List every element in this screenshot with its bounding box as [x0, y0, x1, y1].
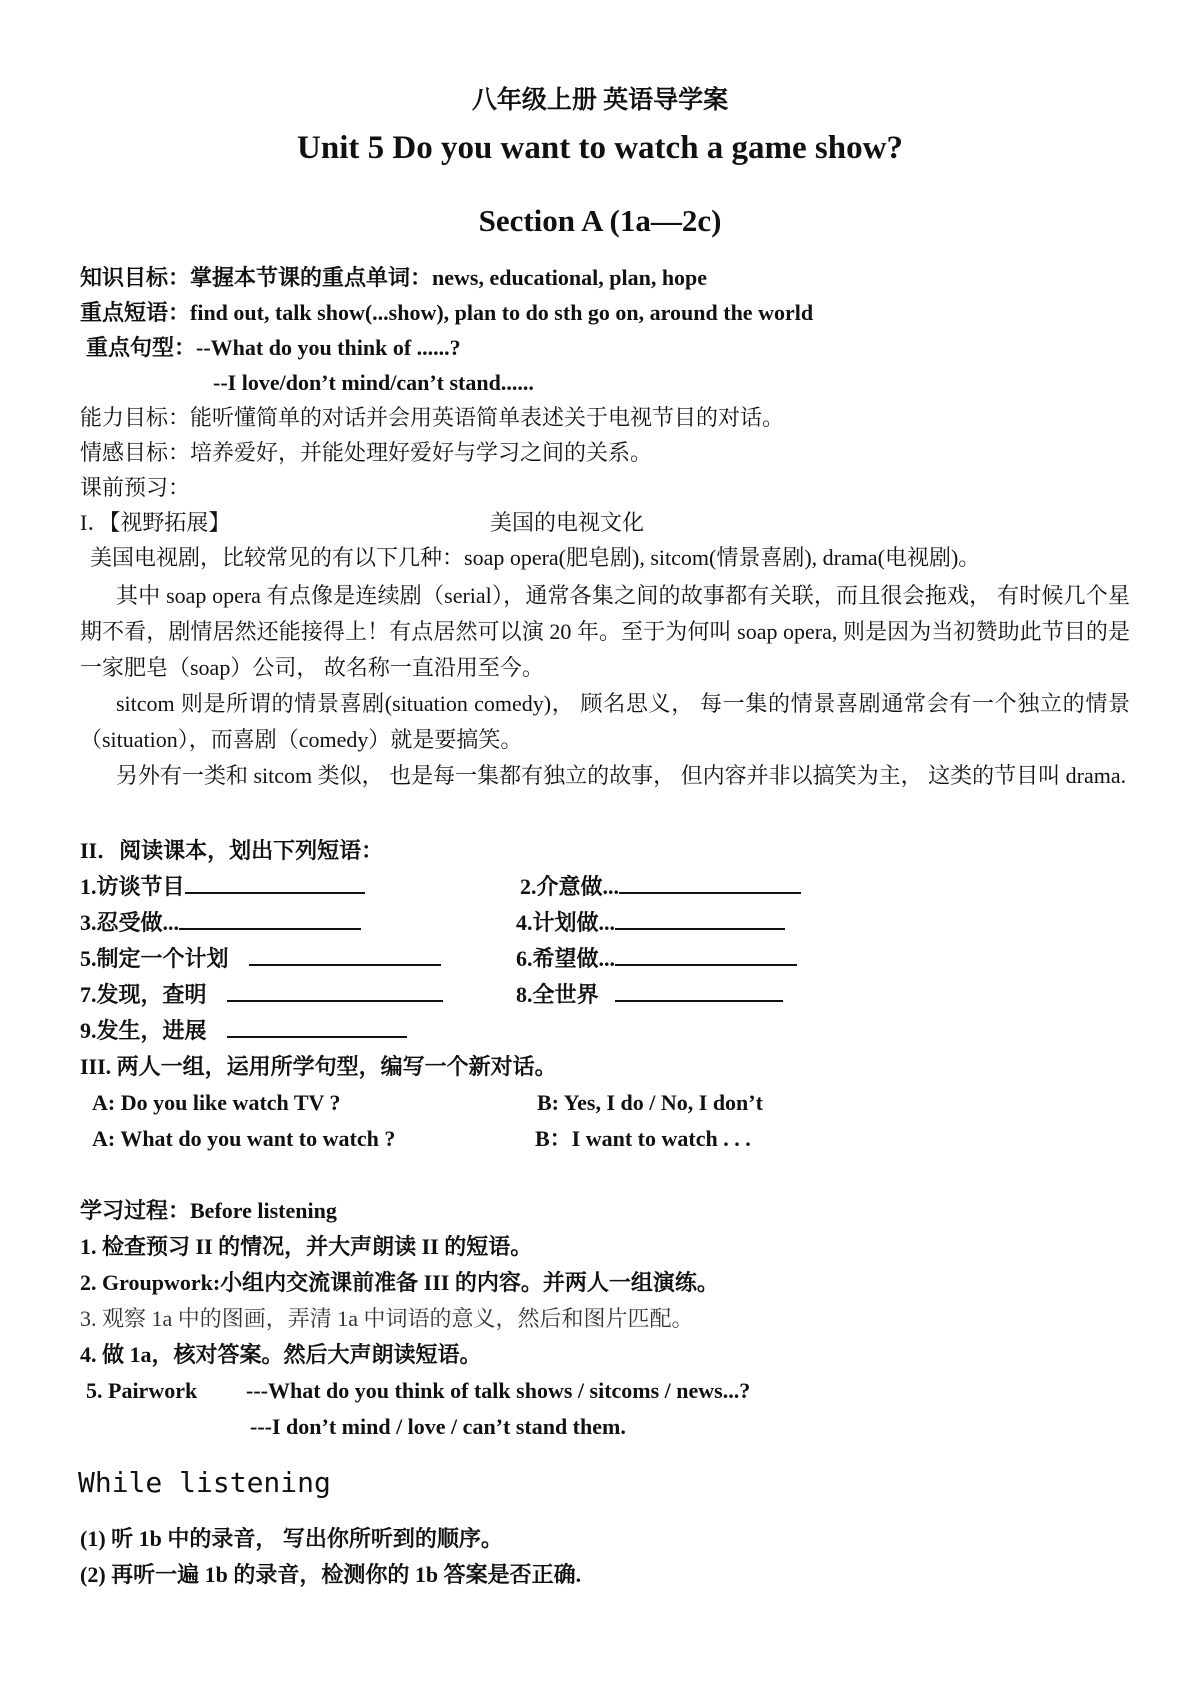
phrase-item: 4.计划做... [516, 908, 785, 938]
phrase-item: 5.制定一个计划 [80, 944, 441, 974]
phrase-item: 9.发生，进展 [80, 1016, 407, 1046]
phrase-item: 7.发现，查明 [80, 980, 443, 1010]
answer-blank[interactable] [615, 944, 797, 966]
answer-blank[interactable] [615, 980, 783, 1002]
sitcom-paragraph: sitcom 则是所谓的情景喜剧(situation comedy)， 顾名思义， 每一集的情景喜剧通常会有一个独立的情景（situation），而喜剧（comedy）就是要搞笑。 [80, 691, 1130, 752]
process-step-2: 2. Groupwork:小组内交流课前准备 III 的内容。并两人一组演练。 [80, 1270, 719, 1295]
process-heading: 学习过程：Before listening [80, 1198, 337, 1223]
phrase-item: 6.希望做... [516, 944, 797, 974]
section-1-intro: 美国电视剧，比较常见的有以下几种：soap opera(肥皂剧), sitcom(情景喜剧), drama(电视剧)。 [90, 545, 981, 570]
unit-title: Unit 5 Do you want to watch a game show? [297, 130, 903, 166]
preview-heading: 课前预习： [80, 475, 191, 500]
dialogue-a1: A: Do you like watch TV ? [92, 1090, 341, 1115]
dialogue-b1: B: Yes, I do / No, I don’t [537, 1090, 763, 1115]
phrase-item: 3.忍受做... [80, 908, 361, 938]
dialogue-b2: B：I want to watch . . . [535, 1126, 751, 1151]
process-step-1: 1. 检查预习 II 的情况，并大声朗读 II 的短语。 [80, 1234, 533, 1259]
pairwork-question: ---What do you think of talk shows / sitcoms / news...? [246, 1378, 751, 1403]
answer-blank[interactable] [185, 872, 365, 894]
key-phrases: 重点短语：find out, talk show(...show), plan to do sth go on, around the world [80, 300, 814, 325]
emotion-goal: 情感目标：培养爱好，并能处理好爱好与学习之间的关系。 [80, 440, 653, 465]
sentence-pattern: 重点句型：--What do you think of ......? [86, 335, 461, 360]
phrase-item: 8.全世界 [516, 980, 783, 1010]
pairwork-answer: ---I don’t mind / love / can’t stand them. [250, 1414, 626, 1439]
section-title: Section A (1a—2c) [478, 203, 722, 238]
while-listening-heading: While listening [78, 1466, 331, 1499]
process-step-5: 5. Pairwork [86, 1378, 198, 1403]
section-2-label: II．阅读课本，划出下列短语： [80, 838, 384, 863]
while-step-2: (2) 再听一遍 1b 的录音，检测你的 1b 答案是否正确. [80, 1562, 582, 1587]
answer-blank[interactable] [179, 908, 361, 930]
drama-paragraph: 另外有一类和 sitcom 类似， 也是每一集都有独立的故事， 但内容并非以搞笑为主， 这类的节目叫 drama. [116, 763, 1127, 788]
answer-blank[interactable] [249, 944, 441, 966]
while-step-1: (1) 听 1b 中的录音， 写出你所听到的顺序。 [80, 1526, 503, 1551]
knowledge-goal: 知识目标：掌握本节课的重点单词：news, educational, plan, hope [80, 265, 708, 290]
section-1-topic: 美国的电视文化 [490, 510, 645, 535]
sentence-pattern-reply: --I love/don’t mind/can’t stand...... [213, 370, 534, 395]
process-step-3: 3. 观察 1a 中的图画，弄清 1a 中词语的意义，然后和图片匹配。 [80, 1306, 694, 1331]
dialogue-a2: A: What do you want to watch ? [92, 1126, 396, 1151]
process-step-4: 4. 做 1a，核对答案。然后大声朗读短语。 [80, 1342, 482, 1367]
grade-heading: 八年级上册 英语导学案 [471, 87, 729, 114]
answer-blank[interactable] [615, 908, 785, 930]
soap-opera-paragraph: 其中 soap opera 有点像是连续剧（serial），通常各集之间的故事都有关联，而且很会拖戏， 有时候几个星期不看，剧情居然还能接得上！有点居然可以演 20 年。至于为何叫 soap opera, 则是因为当初赞助此节目的是一家肥皂（soap）公司， 故名称一直沿用至今。 [80, 583, 1130, 680]
answer-blank[interactable] [227, 980, 443, 1002]
ability-goal: 能力目标：能听懂简单的对话并会用英语简单表述关于电视节目的对话。 [80, 405, 785, 430]
phrase-item: 1.访谈节目 [80, 872, 365, 902]
section-3-label: III. 两人一组，运用所学句型，编写一个新对话。 [80, 1054, 557, 1079]
phrase-item: 2.介意做... [520, 872, 801, 902]
answer-blank[interactable] [227, 1016, 407, 1038]
section-1-label: I．【视野拓展】 [80, 510, 231, 535]
answer-blank[interactable] [619, 872, 801, 894]
